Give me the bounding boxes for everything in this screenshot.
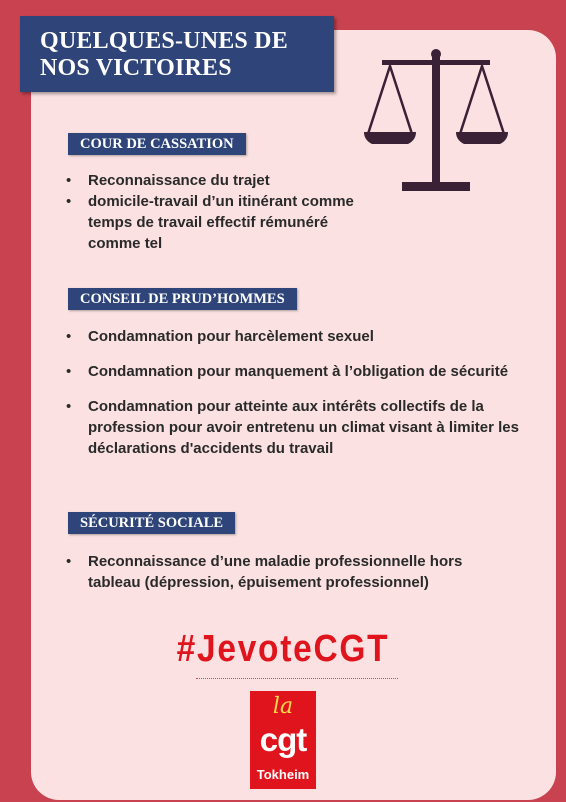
section-list-conseil-de-prudhommes [66,326,526,459]
section-heading-securite-sociale: SÉCURITÉ SOCIALE [68,512,235,534]
list-item: • Condamnation pour atteinte aux intérêts collectifs de la profession pour avoir entretenu un climat visant à limiter les déclarations d'accidents du travail [66,396,526,459]
logo-tokheim-text: Tokheim [256,767,310,782]
title-banner [20,16,334,92]
section-heading-conseil-de-prudhommes: CONSEIL DE PRUD’HOMMES [68,288,297,310]
hashtag-slogan: #JevoteCGT [176,628,390,670]
list-item: • Condamnation pour manquement à l’obligation de sécurité [66,361,526,382]
title-line-1: QUELQUES-UNES DE [40,28,288,54]
list-item: • Reconnaissance du trajet [66,170,356,191]
logo-la-text: la [272,694,294,719]
logo-cgt-text: cgt [259,721,307,758]
list-item: • domicile-travail d’un itinérant comme temps de travail effectif rémunéré comme tel [66,191,356,254]
cgt-tokheim-logo [250,691,316,789]
list-item: • Condamnation pour harcèlement sexuel [66,326,526,347]
section-heading-cour-de-cassation: COUR DE CASSATION [68,133,246,155]
title-line-2: NOS VICTOIRES [40,55,232,81]
list-item: • Reconnaissance d’une maladie professionnelle hors tableau (dépression, épuisement professionnel) [66,551,516,593]
section-list-securite-sociale [66,551,516,593]
scales-of-justice-icon [362,48,514,198]
hashtag-underline [196,677,398,679]
section-list-cour-de-cassation [66,170,356,254]
